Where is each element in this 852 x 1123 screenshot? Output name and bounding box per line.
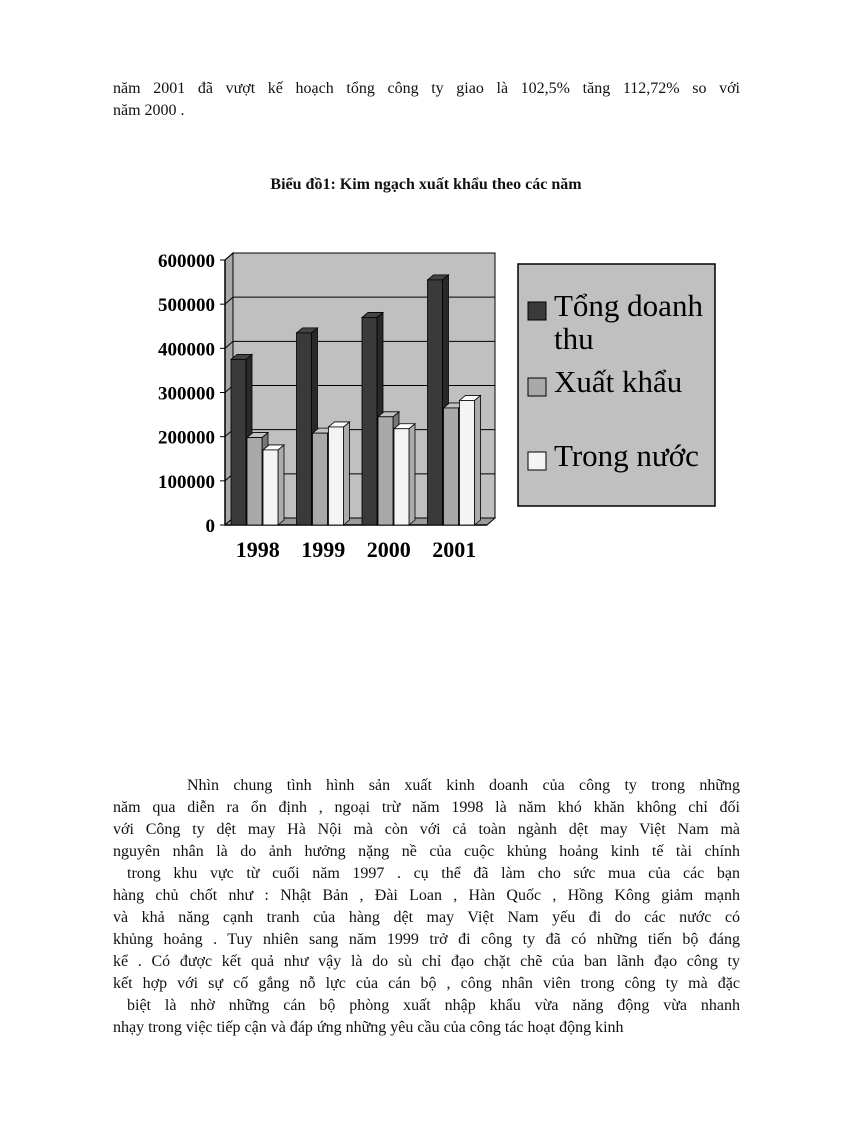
body-line: hàng chủ chốt như : Nhật Bản , Đài Loan , Hàn Quốc , Hồng Kông giảm mạnh <box>113 887 740 904</box>
body-line: trong khu vực từ cuối năm 1997 . cụ thể đã làm cho sức mua của các bạn <box>127 865 740 882</box>
legend-swatch <box>528 302 546 320</box>
y-tick-label: 200000 <box>158 427 215 449</box>
y-tick-label: 600000 <box>158 251 215 272</box>
body-line: biệt là nhờ những cán bộ phòng xuất nhập khẩu vừa năng động vừa nhanh <box>127 997 740 1014</box>
intro-line-2: năm 2000 . <box>113 102 185 119</box>
body-line: kể . Có được kết quả như vậy là do sù chỉ đạo chặt chẽ của ban lãnh đạo công ty <box>113 953 740 970</box>
legend-label: Trong nước <box>554 438 699 473</box>
bar-2000-trong-nước <box>394 424 415 525</box>
x-tick-label: 1999 <box>301 537 346 562</box>
y-tick-label: 100000 <box>158 471 215 493</box>
body-line: Nhìn chung tình hình sản xuất kinh doanh của công ty trong những <box>187 777 740 794</box>
x-tick-label: 2001 <box>432 537 477 562</box>
intro-line-1: năm 2001 đã vượt kế hoạch tổng công ty giao là 102,5% tăng 112,72% so với <box>113 80 740 97</box>
legend-label: Tổng doanh <box>554 288 703 323</box>
legend-swatch <box>528 378 546 396</box>
body-line: với Công ty dệt may Hà Nội mà còn với cả toàn ngành dệt may Việt Nam mà <box>113 821 740 838</box>
y-tick-label: 500000 <box>158 295 215 317</box>
body-line: kết hợp với sự cố gắng nỗ lực của cán bộ , công nhân viên trong công ty mà đặc <box>113 975 740 992</box>
legend-swatch <box>528 452 546 470</box>
y-tick-label: 400000 <box>158 339 215 361</box>
bar-1999-trong-nước <box>329 422 350 525</box>
body-line: nguyên nhân là do ảnh hưởng nặng nề của cuộc khủng hoảng kinh tế tài chính <box>113 843 740 860</box>
body-line: khủng hoảng . Tuy nhiên sang năm 1999 trở đi công ty đã có những tiến bộ đáng <box>113 931 740 948</box>
legend-label: thu <box>554 321 594 356</box>
x-tick-label: 2000 <box>366 537 411 562</box>
body-line: và khả năng cạnh tranh của hàng dệt may Việt Nam yếu đi do các nước có <box>113 909 740 926</box>
y-tick-label: 0 <box>205 516 215 537</box>
bar-2001-trong-nước <box>460 395 481 525</box>
bar-chart <box>158 245 730 575</box>
y-tick-label: 300000 <box>158 383 215 405</box>
legend-label: Xuất khẩu <box>554 364 683 399</box>
bar-1998-trong-nước <box>263 445 284 525</box>
body-line: nhạy trong việc tiếp cận và đáp ứng những yêu cầu của công tác hoạt động kinh <box>113 1019 624 1036</box>
body-line: năm qua diễn ra ổn định , ngoại trừ năm 1998 là năm khó khăn không chỉ đối <box>113 799 740 816</box>
chart-title: Biểu đồ1: Kim ngạch xuất khẩu theo các năm <box>270 176 582 193</box>
x-tick-label: 1998 <box>235 537 280 562</box>
